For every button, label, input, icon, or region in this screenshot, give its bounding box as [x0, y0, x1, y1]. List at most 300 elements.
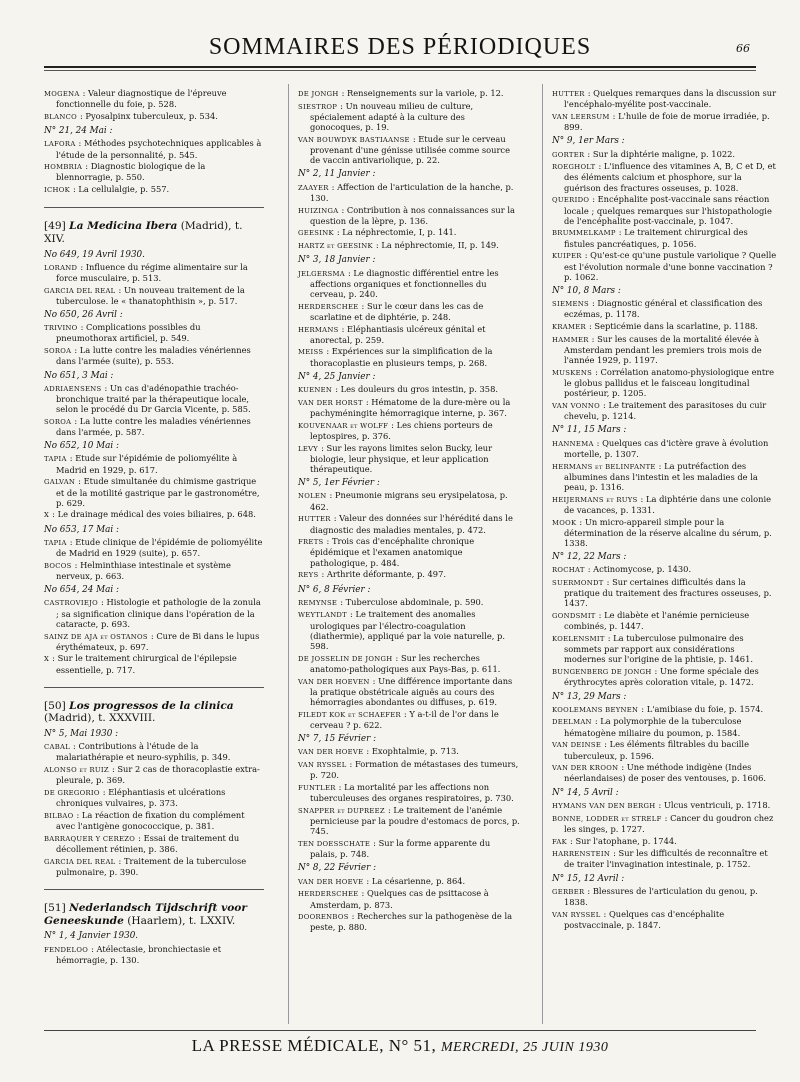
article-author: BLANCO	[44, 112, 77, 121]
article-entry: HEIJERMANS et RUYS : La diphtérie dans une colonie de vacances, p. 1331.	[552, 493, 772, 515]
article-entry: HARRENSTEIN : Sur les difficultés de reconnaître et de traiter l'invagination intestinale, p. 1752.	[552, 848, 768, 870]
article-title: L'huile de foie de morue irradiée, p. 899.	[564, 110, 770, 133]
article-entry: HERDERSCHEE : Quelques cas de psittacose à Amsterdam, p. 873.	[298, 888, 489, 910]
article-entry: MOGENA : Valeur diagnostique de l'épreuve fonctionnelle du foie, p. 528.	[44, 88, 227, 110]
article-entry: HOMBRIA : Diagnostic biologique de la blennorragie, p. 550.	[44, 161, 206, 183]
article-author: VAN DER KROON	[552, 764, 619, 773]
article-author: DE JOSSELIN DE JONGH	[298, 654, 393, 663]
article-title: Renseignements sur la variole, p. 12.	[347, 88, 504, 98]
article-author: FILEDT KOK et SCHAEFER	[298, 710, 401, 719]
article-entry: GARCIA DEL REAL : Traitement de la tuberculose pulmonaire, p. 390.	[44, 855, 247, 877]
article-entry: SIESTROP : Un nouveau milieu de culture, spécialement adapté à la culture des gonocoques, p. 19.	[298, 100, 474, 133]
article-author: HANNEMA	[552, 439, 594, 448]
article-title: Exophtalmie, p. 713.	[371, 746, 459, 757]
article-title: La putréfaction des albumines dans l'intestin et les maladies de la peau, p. 1316.	[564, 460, 758, 492]
article-entry: JELGERSMA : Le diagnostic différentiel entre les affections organiques et fonctionnelles du cerveau, p. 240.	[298, 267, 499, 299]
article-entry: VAN BOUWDYK BASTIAANSE : Etude sur le cerveau provenant d'une génisse utilisée comme source de vaccin antivariolique, p. 22.	[298, 133, 510, 166]
issue-date: N° 5, 1er Février :	[298, 478, 380, 489]
article-author: HERDERSCHEE	[298, 302, 359, 311]
article-entry: ADRIAENSENS : Un cas d'adénopathie trachéo-bronchique traité par la thérapeutique locale, selon le procédé du Dr Garcia Vicente, p. 585.	[44, 382, 251, 415]
article-title: Helminthiase intestinale et système nerveux, p. 663.	[56, 559, 231, 581]
article-entry: WEYTLANDT : Le traitement des anomalies urologiques par l'électro-coagulation (diathermie), appliqué par la voie naturelle, p. 598.	[298, 609, 505, 652]
article-author: KOOLEMANS BEYNEN	[552, 705, 639, 714]
article-title: Diagnostic général et classification des eczémas, p. 1178.	[564, 298, 763, 320]
article-author: CASTROVIEJO	[44, 599, 99, 608]
issue-date: N° 6, 8 Février :	[298, 584, 371, 595]
article-author: LORAND	[44, 263, 78, 272]
section-separator	[44, 687, 264, 688]
article-entry: DE GREGORIO : Eléphantiasis et ulcérations chroniques vulvaires, p. 373.	[44, 787, 226, 809]
article-author: GEESINK	[298, 229, 334, 238]
article-entry: HUIZINGA : Contribution à nos connaissances sur la question de la lèpre, p. 136.	[298, 204, 515, 226]
article-author: VAN DER HOEVE	[298, 748, 364, 757]
article-author: ICHOK	[44, 186, 70, 195]
article-title: Diagnostic biologique de la blennorragie, p. 550.	[56, 161, 206, 183]
issue-date: N° 8, 22 Février :	[298, 863, 377, 874]
article-entry: GALVAN : Etude simultanée du chimisme gastrique et de la motilité gastrique par le gastronométre, p. 629.	[44, 476, 260, 508]
article-entry: FILEDT KOK et SCHAEFER : Y a-t-il de l'or dans le cerveau ? p. 622.	[298, 708, 499, 730]
article-title: Sur les causes de la mortalité élevée à Amsterdam pendant les premiers trois mois de l'année 1929, p. 1197.	[564, 333, 762, 366]
article-entry: KRAMER : Septicémie dans la scarlatine, p. 1188.	[552, 321, 758, 332]
issue-date: No 654, 24 Mai :	[44, 585, 119, 596]
issue-date: N° 13, 29 Mars :	[552, 691, 627, 702]
article-entry: DE JOSSELIN DE JONGH : Sur les recherches anatomo-pathologiques aux Pays-Bas, p. 611.	[298, 652, 501, 674]
article-title: Valeur des données sur l'hérédité dans le diagnostic des maladies mentales, p. 472.	[310, 513, 513, 535]
issue-date: N° 11, 15 Mars :	[552, 425, 627, 436]
article-title: Encéphalite post-vaccinale sans réaction locale ; quelques remarques sur l'histopathologie de l'encéphalite post-vaccinale, p. 1047.	[564, 194, 772, 226]
article-entry: REYS : Arthrite déformante, p. 497.	[298, 569, 447, 580]
article-entry: MUSKENS : Corrélation anatomo-physiologique entre le globus pallidus et le faisceau longitudinal postérieur, p. 1205.	[552, 366, 775, 399]
article-entry: GERBER : Blessures de l'articulation du genou, p. 1838.	[552, 885, 758, 908]
article-title: Arthrite déformante, p. 497.	[326, 569, 447, 580]
journal-name: Nederlandsch Tijdschrift voor Geneeskunde	[44, 902, 247, 927]
article-entry: TAPIA : Etude clinique de l'épidémie de poliomyélite de Madrid en 1929 (suite), p. 657.	[44, 536, 263, 559]
article-title: Ulcus ventriculi, p. 1718.	[663, 799, 771, 810]
article-author: FUNTLER	[298, 783, 336, 792]
article-entry: BARRAQUER Y CEREZO : Essai de traitement du décollement rétinien, p. 386.	[44, 832, 240, 855]
article-entry: BRUMMELKAMP : Le traitement chirurgical des fistules pancréatiques, p. 1056.	[552, 227, 748, 249]
article-entry: TAPIA : Etude sur l'épidémie de poliomyélite à Madrid en 1929, p. 617.	[44, 453, 238, 475]
article-entry: KUIPER : Qu'est-ce qu'une pustule variolique ? Quelle est l'évolution normale d'une bonne vaccination ? p. 1062.	[552, 250, 777, 282]
journal-name: La Medicina Ibera	[69, 220, 178, 233]
footer-date: MERCREDI, 25 JUIN 1930	[441, 1040, 609, 1055]
issue-date: N° 7, 15 Février :	[298, 734, 377, 745]
article-entry: NOLEN : Pneumonie migrans seu erysipelatosa, p. 462.	[298, 490, 508, 512]
article-entry: ROCHAT : Actinomycose, p. 1430.	[552, 564, 692, 575]
article-entry: GARCIA DEL REAL : Un nouveau traitement de la tuberculose. le « thanatophthisin », p. 517.	[44, 284, 245, 306]
footer-rule	[44, 1030, 756, 1031]
issue-date: N° 2, 11 Janvier :	[298, 169, 376, 180]
journal-heading	[44, 902, 264, 927]
article-title: Sur l'atophane, p. 1744.	[575, 835, 677, 846]
issue-date: N° 14, 5 Avril :	[552, 787, 619, 798]
article-author: REYS	[298, 571, 319, 580]
article-title: Valeur diagnostique de l'épreuve fonctionnelle du foie, p. 528.	[56, 88, 227, 110]
article-author: VAN DER HORST	[298, 398, 363, 407]
article-entry: DE JONGH : Renseignements sur la variole, p. 12.	[298, 88, 504, 98]
issue-date: N° 15, 12 Avril :	[552, 873, 625, 884]
article-title: Traitement de la tuberculose pulmonaire, p. 390.	[56, 855, 247, 877]
article-title: La diphtérie dans une colonie de vacances, p. 1331.	[564, 493, 772, 515]
article-author: ROEGHOLT	[552, 163, 596, 172]
journal-name: Los progressos de la clinica	[69, 699, 234, 712]
article-entry: HAMMER : Sur les causes de la mortalité élevée à Amsterdam pendant les premiers trois mois de l'année 1929, p. 1197.	[552, 333, 762, 366]
article-author: SOROA	[44, 347, 72, 356]
article-author: LAFORA	[44, 140, 76, 149]
article-title: Etude sur l'épidémie de poliomyélite à Madrid en 1929, p. 617.	[56, 453, 238, 475]
issue-date: N° 12, 22 Mars :	[552, 552, 627, 563]
article-author: TEN DOESSCHATE	[298, 840, 371, 848]
article-author: HUIZINGA	[298, 206, 339, 215]
article-author: WEYTLANDT	[298, 611, 348, 620]
article-title: Un nouveau milieu de culture, spécialement adapté à la culture des gonocoques, p. 19.	[310, 100, 474, 133]
article-author: DEELMAN	[552, 718, 592, 727]
article-title: Une forme spéciale des érythrocytes après coloration vitale, p. 1472.	[564, 666, 759, 688]
article-author: NOLEN	[298, 492, 327, 501]
article-title: La lutte contre les maladies vénériennes dans l'armée, p. 587.	[56, 415, 251, 438]
article-title: Contribution à nos connaissances sur la question de la lèpre, p. 136.	[310, 204, 515, 226]
page-footer	[44, 1036, 756, 1056]
article-entry: MOOK : Un micro-appareil simple pour la détermination de la réserve alcaline du sérum, p. 1338.	[552, 516, 772, 548]
article-title: La polymorphie de la tuberculose hématogène miliaire du poumon, p. 1584.	[564, 716, 742, 738]
article-author: X	[44, 511, 50, 520]
article-author: GONDSMIT	[552, 612, 596, 621]
article-author: GARCIA DEL REAL	[44, 857, 116, 866]
article-author: KOUVENAAR et WOLFF	[298, 421, 389, 430]
article-entry: SOROA : La lutte contre les maladies vénériennes dans l'armée, p. 587.	[44, 415, 251, 438]
article-author: GERBER	[552, 887, 585, 896]
article-entry: SUERMONDT : Sur certaines difficultés dans la pratique du traitement des fractures osseuses, p. 1437.	[552, 577, 772, 609]
article-title: Quelques cas d'ictère grave à évolution mortelle, p. 1307.	[564, 437, 769, 459]
article-title: Cancer du goudron chez les singes, p. 1727.	[564, 812, 774, 834]
article-entry: KOOLEMANS BEYNEN : L'amibiase du foie, p. 1574.	[552, 703, 764, 714]
article-entry: LORAND : Influence du régime alimentaire sur la force musculaire, p. 513.	[44, 261, 248, 283]
article-title: La mortalité par les affections non tuberculeuses des organes respiratoires, p. 730.	[310, 781, 514, 804]
article-title: Etude clinique de l'épidémie de poliomyélite de Madrid en 1929 (suite), p. 657.	[56, 536, 263, 559]
article-author: GALVAN	[44, 478, 76, 487]
article-author: VAN BOUWDYK BASTIAANSE	[298, 135, 410, 144]
article-entry: GORTER : Sur la diphtérie maligne, p. 1022.	[552, 148, 736, 159]
article-title: Le traitement des parasitoses du cuir chevelu, p. 1214.	[564, 399, 767, 422]
section-separator	[44, 207, 264, 208]
article-author: GORTER	[552, 150, 585, 159]
article-author: ALONSO et RUIZ	[44, 766, 109, 775]
article-entry: BONNE, LODDER et STRELF : Cancer du goudron chez les singes, p. 1727.	[552, 812, 774, 834]
footer-issue-number: 51,	[413, 1036, 437, 1055]
article-entry: KOUVENAAR et WOLFF : Les chiens porteurs de leptospires, p. 376.	[298, 419, 493, 441]
issue-date: N° 9, 1er Mars :	[552, 136, 625, 147]
article-title: Formation de métastases des tumeurs, p. 720.	[310, 759, 519, 781]
article-title: Le traitement de l'anémie pernicieuse par la poudre d'estomacs de porcs, p. 745.	[310, 804, 520, 837]
article-entry: SNAPPER et DUPREEZ : Le traitement de l'anémie pernicieuse par la poudre d'estomacs de porcs, p. 745.	[298, 804, 520, 837]
issue-date: N° 21, 24 Mai :	[44, 126, 113, 137]
article-title: La cellulalgie, p. 557.	[78, 184, 170, 195]
journal-place-volume: (Madrid), t. XXXVIII.	[44, 712, 156, 725]
article-entry: LEVY : Sur les rayons limites selon Bucky, leur biologie, leur physique, et leur application thérapeutique.	[298, 442, 493, 474]
article-entry: VAN DER HORST : Hématome de la dure-mère ou la pachyméningite hémorragique interne, p. 367.	[298, 396, 511, 418]
article-entry: QUERIDO : Encéphalite post-vaccinale sans réaction locale ; quelques remarques sur l'histopathologie de l'encéphalite post-vaccinale, p. 1047.	[552, 194, 772, 226]
article-entry: BILBAO : La réaction de fixation du complément avec l'antigène gonococcique, p. 381.	[44, 809, 245, 832]
issue-date: No 649, 19 Avril 1930.	[44, 249, 145, 260]
article-title: Qu'est-ce qu'une pustule variolique ? Quelle est l'évolution normale d'une bonne vaccination ? p. 1062.	[564, 250, 777, 282]
header-rule	[44, 66, 756, 68]
article-title: Actinomycose, p. 1430.	[593, 564, 692, 575]
article-author: BOCOS	[44, 561, 72, 570]
article-title: Histologie et pathologie de la zonula ; sa signification clinique dans l'opération de la cataracte, p. 693.	[56, 597, 261, 629]
article-title: Influence du régime alimentaire sur la force musculaire, p. 513.	[56, 261, 248, 283]
article-entry: TEN DOESSCHATE : Sur la forme apparente du palais, p. 748.	[298, 838, 491, 860]
article-entry: CABAL : Contributions à l'étude de la malariathérapie et neuro-syphilis, p. 349.	[44, 741, 231, 763]
journal-heading	[44, 220, 264, 245]
article-title: Les douleurs du gros intestin, p. 358.	[340, 384, 498, 395]
header-rule-thin	[44, 70, 756, 71]
article-title: Pyosalpinx tuberculeux, p. 534.	[85, 110, 218, 121]
page-number: 66	[736, 42, 750, 55]
article-entry: ROEGHOLT : L'influence des vitamines A, B, C et D, et des éléments calcium et phosphore, sur la guérison des fractures osseuses, p. 1028.	[552, 161, 776, 193]
article-author: ZAAYER	[298, 183, 329, 192]
page-header	[44, 34, 756, 64]
article-author: KUENEN	[298, 386, 333, 395]
article-entry: HERMANS et BELINFANTE : La putréfaction des albumines dans l'intestin et les maladies de la peau, p. 1316.	[552, 460, 758, 492]
article-author: MUSKENS	[552, 368, 593, 377]
article-author: VAN RYSSEL	[552, 910, 601, 919]
article-author: JELGERSMA	[298, 269, 345, 278]
article-author: HYMANS VAN DEN BERGH	[552, 801, 656, 810]
article-title: Le drainage médical des voies biliaires, p. 648.	[57, 509, 256, 520]
article-title: Pneumonie migrans seu erysipelatosa, p. 462.	[310, 490, 508, 512]
article-title: Tuberculose abdominale, p. 590.	[345, 596, 484, 607]
article-title: Sur le cœur dans les cas de scarlatine et de diphtérie, p. 248.	[310, 300, 484, 322]
article-author: SIEMENS	[552, 300, 589, 309]
article-entry: VAN RYSSEL : Formation de métastases des tumeurs, p. 720.	[298, 759, 519, 781]
article-author: VAN DER HOEVE	[298, 877, 364, 886]
article-title: Une différence importante dans la pratique obstétricale aiguës au cours des hémorragies abondantes ou diffuses, p. 619.	[310, 675, 513, 708]
article-entry: HYMANS VAN DEN BERGH : Ulcus ventriculi, p. 1718.	[552, 799, 771, 810]
article-entry: VAN RYSSEL : Quelques cas d'encéphalite postvaccinale, p. 1847.	[552, 908, 725, 930]
article-entry: X : Sur le traitement chirurgical de l'épilepsie essentielle, p. 717.	[44, 653, 237, 675]
issue-date: No 653, 17 Mai :	[44, 524, 119, 535]
journal-number: [50]	[44, 699, 66, 712]
article-entry: X : Le drainage médical des voies biliaires, p. 648.	[44, 509, 256, 520]
article-entry: VAN DER HOEVE : Exophtalmie, p. 713.	[298, 746, 459, 757]
column-right	[552, 88, 778, 932]
article-author: FRETS	[298, 538, 324, 547]
article-entry: CASTROVIEJO : Histologie et pathologie de la zonula ; sa signification clinique dans l'opération de la cataracte, p. 693.	[44, 597, 261, 629]
article-entry: FENDELOO : Atélectasie, bronchiectasie et hémorragie, p. 130.	[44, 943, 222, 965]
article-author: HEIJERMANS et RUYS	[552, 495, 638, 504]
article-title: Etude simultanée du chimisme gastrique et de la motilité gastrique par le gastronométre, p. 629.	[56, 476, 260, 508]
article-title: Sur les difficultés de reconnaître et de traiter l'invagination intestinale, p. 1752.	[564, 848, 768, 870]
article-entry: FUNTLER : La mortalité par les affections non tuberculeuses des organes respiratoires, p. 730.	[298, 781, 514, 804]
article-author: DE GREGORIO	[44, 789, 100, 798]
article-entry: HERDERSCHEE : Sur le cœur dans les cas de scarlatine et de diphtérie, p. 248.	[298, 300, 484, 322]
article-title: Expériences sur la simplification de la thoracoplastie en plusieurs temps, p. 268.	[310, 346, 493, 368]
footer-journal: LA PRESSE MÉDICALE, N°	[191, 1036, 409, 1055]
article-title: Recherches sur la pathogenèse de la peste, p. 880.	[310, 911, 513, 933]
article-author: HAMMER	[552, 335, 589, 344]
article-author: TRIVINO	[44, 324, 78, 333]
article-title: Sur les recherches anatomo-pathologiques aux Pays-Bas, p. 611.	[310, 652, 501, 674]
article-author: HARTZ et GEESINK	[298, 242, 373, 251]
article-title: La néphrectomie, I, p. 141.	[342, 227, 457, 238]
article-title: Le diabète et l'anémie pernicieuse combinés, p. 1447.	[564, 610, 750, 632]
article-title: Affection de l'articulation de la hanche, p. 130.	[310, 181, 514, 203]
article-author: MOOK	[552, 518, 577, 527]
article-title: L'amibiase du foie, p. 1574.	[646, 703, 764, 714]
journal-heading	[44, 700, 264, 725]
article-entry: LAFORA : Méthodes psychotechniques applicables à l'étude de la personnalité, p. 545.	[44, 138, 262, 160]
article-title: Etude sur le cerveau provenant d'une génisse utilisée comme source de vaccin antivariolique, p. 22.	[310, 133, 510, 166]
article-entry: ZAAYER : Affection de l'articulation de la hanche, p. 130.	[298, 181, 514, 203]
article-author: ADRIAENSENS	[44, 384, 102, 393]
article-author: SNAPPER et DUPREEZ	[298, 806, 385, 815]
article-author: MOGENA	[44, 90, 80, 98]
article-author: HUTTER	[298, 515, 331, 524]
article-author: SIESTROP	[298, 102, 338, 111]
article-entry: VAN DER KROON : Une méthode indigène (Indes néerlandaises) de poser des ventouses, p. 1606.	[552, 762, 766, 784]
article-title: La lutte contre les maladies vénériennes dans l'armée (suite), p. 553.	[56, 345, 251, 367]
issue-date: No 651, 3 Mai :	[44, 370, 114, 381]
column-divider	[542, 84, 543, 1024]
article-entry: HERMANS : Eléphantiasis ulcéreux génital et anorectal, p. 259.	[298, 323, 486, 345]
article-author: BONNE, LODDER et STRELF	[552, 814, 662, 823]
article-author: MEISS	[298, 348, 324, 357]
issue-date: N° 1, 4 Janvier 1930.	[44, 931, 139, 942]
article-author: TAPIA	[44, 538, 67, 547]
article-title: La réaction de fixation du complément avec l'antigène gonococcique, p. 381.	[56, 809, 245, 832]
article-author: SOROA	[44, 417, 72, 426]
article-entry: BOCOS : Helminthiase intestinale et système nerveux, p. 663.	[44, 559, 231, 581]
article-author: VAN LEERSUM	[552, 112, 610, 121]
article-author: HERMANS et BELINFANTE	[552, 462, 656, 471]
article-author: TAPIA	[44, 455, 67, 464]
article-author: DOORENBOS	[298, 913, 349, 922]
article-title: Sur certaines difficultés dans la pratique du traitement des fractures osseuses, p. 1437.	[564, 577, 772, 609]
article-author: HUTTER	[552, 90, 585, 98]
article-title: Les chiens porteurs de leptospires, p. 376.	[310, 419, 493, 441]
page-title: SOMMAIRES DES PÉRIODIQUES	[208, 34, 592, 60]
article-author: HARRENSTEIN	[552, 850, 611, 859]
article-title: Méthodes psychotechniques applicables à l'étude de la personnalité, p. 545.	[56, 138, 262, 160]
article-author: BRUMMELKAMP	[552, 229, 616, 238]
article-title: Un nouveau traitement de la tuberculose. le « thanatophthisin », p. 517.	[56, 284, 245, 306]
article-entry: SAINZ DE AJA et OSTANOS : Cure de Bi dans le lupus érythémateux, p. 697.	[44, 630, 260, 652]
article-title: Sur le traitement chirurgical de l'épilepsie essentielle, p. 717.	[56, 653, 237, 675]
column-divider	[288, 84, 289, 1024]
article-author: BARRAQUER Y CEREZO	[44, 834, 136, 843]
article-entry: HARTZ et GEESINK : La néphrectomie, II, p. 149.	[298, 240, 499, 251]
article-title: L'influence des vitamines A, B, C et D, et des éléments calcium et phosphore, sur la guérison des fractures osseuses, p. 1028.	[564, 161, 776, 193]
article-title: Trois cas d'encéphalite chronique épidémique et l'examen anatomique pathologique, p. 484.	[310, 536, 475, 568]
article-author: FENDELOO	[44, 945, 89, 954]
article-title: Le diagnostic différentiel entre les affections organiques et fonctionnelles du cerveau, p. 240.	[310, 267, 499, 299]
article-title: Sur la diphtérie maligne, p. 1022.	[592, 148, 736, 159]
article-entry: FAK : Sur l'atophane, p. 1744.	[552, 835, 677, 846]
article-title: La césarienne, p. 864.	[371, 875, 466, 886]
article-author: BILBAO	[44, 811, 74, 820]
article-title: Sur la forme apparente du palais, p. 748.	[310, 838, 491, 860]
article-entry: VAN DER HOEVEN : Une différence importante dans la pratique obstétricale aiguës au cours des hémorragies abondantes ou diffuses, p. 619.	[298, 675, 513, 708]
article-entry: GONDSMIT : Le diabète et l'anémie pernicieuse combinés, p. 1447.	[552, 610, 750, 632]
journal-number: [51]	[44, 902, 66, 915]
article-title: Une méthode indigène (Indes néerlandaises) de poser des ventouses, p. 1606.	[564, 762, 766, 784]
column-left	[44, 88, 264, 966]
article-title: Essai de traitement du décollement rétinien, p. 386.	[56, 832, 240, 855]
article-title: Sur les rayons limites selon Bucky, leur biologie, leur physique, et leur application thérapeutique.	[310, 442, 493, 474]
article-entry: VAN LEERSUM : L'huile de foie de morue irradiée, p. 899.	[552, 110, 770, 133]
journal-number: [49]	[44, 220, 66, 233]
article-entry: TRIVINO : Complications possibles du pneumothorax artificiel, p. 549.	[44, 322, 201, 344]
article-title: Eléphantiasis ulcéreux génital et anorectal, p. 259.	[310, 323, 486, 345]
issue-date: N° 10, 8 Mars :	[552, 285, 621, 296]
article-entry: DOORENBOS : Recherches sur la pathogenèse de la peste, p. 880.	[298, 911, 513, 933]
article-author: KOELENSMIT	[552, 635, 605, 644]
article-title: Quelques cas de psittacose à Amsterdam, p. 873.	[310, 888, 489, 910]
article-entry: DEELMAN : La polymorphie de la tuberculose hématogène miliaire du poumon, p. 1584.	[552, 716, 742, 738]
article-author: CABAL	[44, 743, 71, 752]
article-title: Le traitement chirurgical des fistules pancréatiques, p. 1056.	[564, 227, 748, 249]
article-author: VAN DEINSE	[552, 741, 602, 750]
article-title: Les éléments filtrables du bacille tuberculeux, p. 1596.	[564, 739, 749, 761]
article-author: FAK	[552, 837, 568, 846]
article-title: La néphrectomie, II, p. 149.	[381, 240, 499, 251]
article-author: ROCHAT	[552, 566, 585, 575]
article-author: VAN VONNO	[552, 401, 600, 410]
article-title: Un cas d'adénopathie trachéo-bronchique traité par la thérapeutique locale, selon le procédé du Dr Garcia Vicente, p. 585.	[56, 382, 251, 415]
article-entry: HANNEMA : Quelques cas d'ictère grave à évolution mortelle, p. 1307.	[552, 437, 769, 459]
article-title: Corrélation anatomo-physiologique entre le globus pallidus et le faisceau longitudinal postérieur, p. 1205.	[564, 366, 775, 399]
article-author: HOMBRIA	[44, 163, 83, 172]
article-title: Blessures de l'articulation du genou, p. 1838.	[564, 885, 758, 908]
article-author: DE JONGH	[298, 90, 339, 98]
article-author: KRAMER	[552, 323, 586, 332]
article-entry: FRETS : Trois cas d'encéphalite chronique épidémique et l'examen anatomique pathologique, p. 484.	[298, 536, 475, 568]
article-author: HERDERSCHEE	[298, 890, 359, 899]
article-entry: SIEMENS : Diagnostic général et classification des eczémas, p. 1178.	[552, 298, 763, 320]
article-entry: HUTTER : Quelques remarques dans la discussion sur l'encéphalo-myélite post-vaccinale.	[552, 88, 777, 110]
article-title: Atélectasie, bronchiectasie et hémorragie, p. 130.	[56, 943, 222, 965]
article-title: Hématome de la dure-mère ou la pachyméningite hémorragique interne, p. 367.	[310, 396, 511, 418]
article-entry: GEESINK : La néphrectomie, I, p. 141.	[298, 227, 457, 238]
article-entry: VAN VONNO : Le traitement des parasitoses du cuir chevelu, p. 1214.	[552, 399, 767, 422]
article-author: SAINZ DE AJA et OSTANOS	[44, 632, 148, 641]
article-title: Un micro-appareil simple pour la détermination de la réserve alcaline du sérum, p. 1338.	[564, 516, 772, 548]
article-title: Contributions à l'étude de la malariathérapie et neuro-syphilis, p. 349.	[56, 741, 231, 763]
article-entry: HUTTER : Valeur des données sur l'hérédité dans le diagnostic des maladies mentales, p. 472.	[298, 513, 513, 535]
article-entry: VAN DER HOEVE : La césarienne, p. 864.	[298, 875, 466, 886]
issue-date: N° 5, Mai 1930 :	[44, 729, 119, 740]
article-title: Eléphantiasis et ulcérations chroniques vulvaires, p. 373.	[56, 787, 226, 809]
article-title: Complications possibles du pneumothorax artificiel, p. 549.	[56, 322, 201, 344]
article-entry: KOELENSMIT : La tuberculose pulmonaire des sommets par rapport aux considérations modernes sur l'origine de la phtisie, p. 1461.	[552, 633, 753, 665]
issue-date: N° 3, 18 Janvier :	[298, 255, 376, 266]
issue-date: N° 4, 25 Janvier :	[298, 371, 376, 382]
article-entry: REMYNSE : Tuberculose abdominale, p. 590.	[298, 596, 484, 607]
issue-date: No 650, 26 Avril :	[44, 310, 123, 321]
article-entry: KUENEN : Les douleurs du gros intestin, p. 358.	[298, 384, 498, 395]
issue-date: No 652, 10 Mai :	[44, 441, 119, 452]
article-author: KUIPER	[552, 252, 582, 261]
article-entry: MEISS : Expériences sur la simplification de la thoracoplastie en plusieurs temps, p. 268.	[298, 346, 493, 368]
article-author: BUNGENBERG DE JONGH	[552, 668, 652, 677]
article-title: Quelques remarques dans la discussion sur l'encéphalo-myélite post-vaccinale.	[564, 88, 777, 110]
journal-place-volume: (Haarlem), t. LXXIV.	[127, 914, 236, 927]
article-title: Cure de Bi dans le lupus érythémateux, p. 697.	[56, 630, 260, 652]
article-author: REMYNSE	[298, 598, 338, 607]
article-author: QUERIDO	[552, 196, 590, 205]
article-author: X	[44, 655, 50, 664]
article-entry: BUNGENBERG DE JONGH : Une forme spéciale des érythrocytes après coloration vitale, p. 1472.	[552, 666, 759, 688]
